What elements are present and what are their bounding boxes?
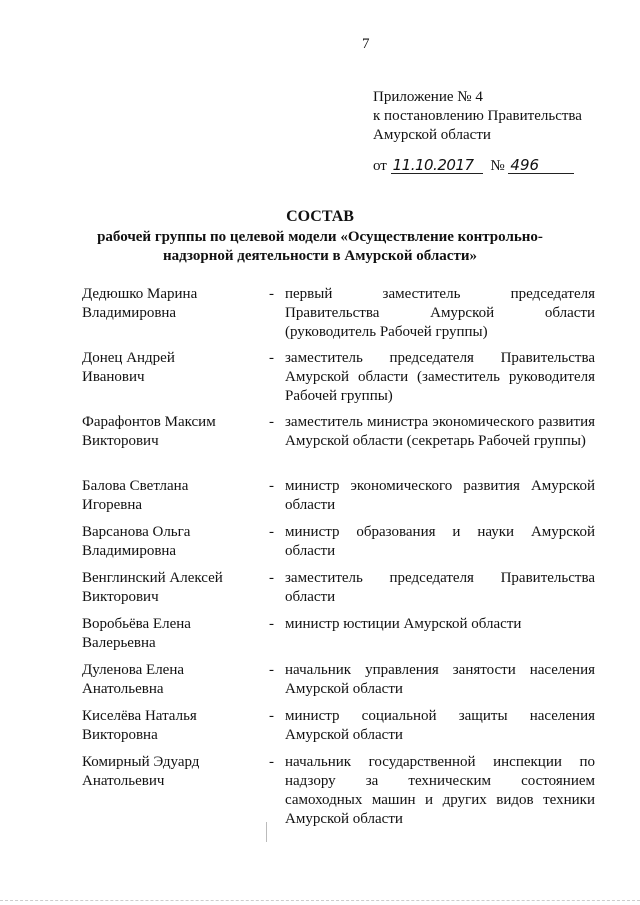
margin-mark bbox=[266, 822, 267, 842]
member-name: Киселёва Наталья Викторовна bbox=[82, 708, 197, 743]
appendix-line: Амурской области bbox=[373, 127, 491, 143]
member-name: Венглинский Алексей Викторович bbox=[82, 570, 223, 605]
member-row bbox=[82, 661, 598, 707]
member-row bbox=[82, 753, 598, 833]
member-list bbox=[82, 285, 598, 833]
number-prefix: № bbox=[490, 158, 505, 174]
member-role: заместитель председателя Правительства области bbox=[285, 570, 595, 605]
handwritten-date: 11.10.2017 bbox=[391, 157, 483, 174]
member-row bbox=[82, 413, 598, 477]
member-role: заместитель министра экономического развития Амурской области (секретарь Рабочей группы) bbox=[285, 414, 595, 449]
member-role: министр юстиции Амурской области bbox=[285, 616, 522, 632]
date-prefix: от bbox=[373, 158, 387, 174]
page-number: 7 bbox=[362, 36, 370, 52]
member-name: Дедюшко Марина Владимировна bbox=[82, 286, 198, 321]
member-role: начальник управления занятости населения Амурской области bbox=[285, 662, 595, 697]
scan-bottom-edge bbox=[0, 900, 640, 901]
document-title: СОСТАВ bbox=[286, 208, 354, 225]
member-name: Дуленова Елена Анатольевна bbox=[82, 662, 185, 697]
member-name: Воробьёва Елена Валерьевна bbox=[82, 616, 191, 651]
member-dash: - bbox=[269, 662, 274, 678]
member-name: Комирный Эдуард Анатольевич bbox=[82, 754, 200, 789]
member-dash: - bbox=[269, 286, 274, 302]
handwritten-number: 496 bbox=[508, 157, 574, 174]
member-dash: - bbox=[269, 616, 274, 632]
member-role: заместитель председателя Правительства Амурской области (заместитель руководителя Рабочей группы) bbox=[285, 350, 595, 404]
member-row bbox=[82, 349, 598, 413]
member-dash: - bbox=[269, 350, 274, 366]
member-row bbox=[82, 569, 598, 615]
member-role: министр экономического развития Амурской области bbox=[285, 478, 595, 513]
member-row bbox=[82, 477, 598, 523]
member-dash: - bbox=[269, 478, 274, 494]
appendix-line: Приложение № 4 bbox=[373, 89, 483, 105]
member-role: министр социальной защиты населения Амурской области bbox=[285, 708, 595, 743]
member-name: Варсанова Ольга Владимировна bbox=[82, 524, 191, 559]
member-role: первый заместитель председателя Правительства Амурской области (руководитель Рабочей группы) bbox=[285, 286, 595, 340]
appendix-header bbox=[373, 88, 582, 145]
member-name: Фарафонтов Максим Викторович bbox=[82, 414, 216, 449]
member-row bbox=[82, 285, 598, 349]
member-name: Балова Светлана Игоревна bbox=[82, 478, 189, 513]
member-role: начальник государственной инспекции по надзору за техническим состоянием самоходных машин и других видов техники Амурской области bbox=[285, 754, 595, 827]
member-dash: - bbox=[269, 754, 274, 770]
appendix-line: к постановлению Правительства bbox=[373, 108, 582, 124]
member-dash: - bbox=[269, 524, 274, 540]
resolution-date-line bbox=[373, 157, 574, 175]
member-row bbox=[82, 523, 598, 569]
member-dash: - bbox=[269, 414, 274, 430]
member-dash: - bbox=[269, 570, 274, 586]
member-name: Донец Андрей Иванович bbox=[82, 350, 175, 385]
member-row bbox=[82, 707, 598, 753]
member-row bbox=[82, 615, 598, 661]
member-role: министр образования и науки Амурской области bbox=[285, 524, 595, 559]
document-subtitle: рабочей группы по целевой модели «Осуществление контрольно-надзорной деятельности в Амурской области» bbox=[97, 229, 543, 264]
member-dash: - bbox=[269, 708, 274, 724]
